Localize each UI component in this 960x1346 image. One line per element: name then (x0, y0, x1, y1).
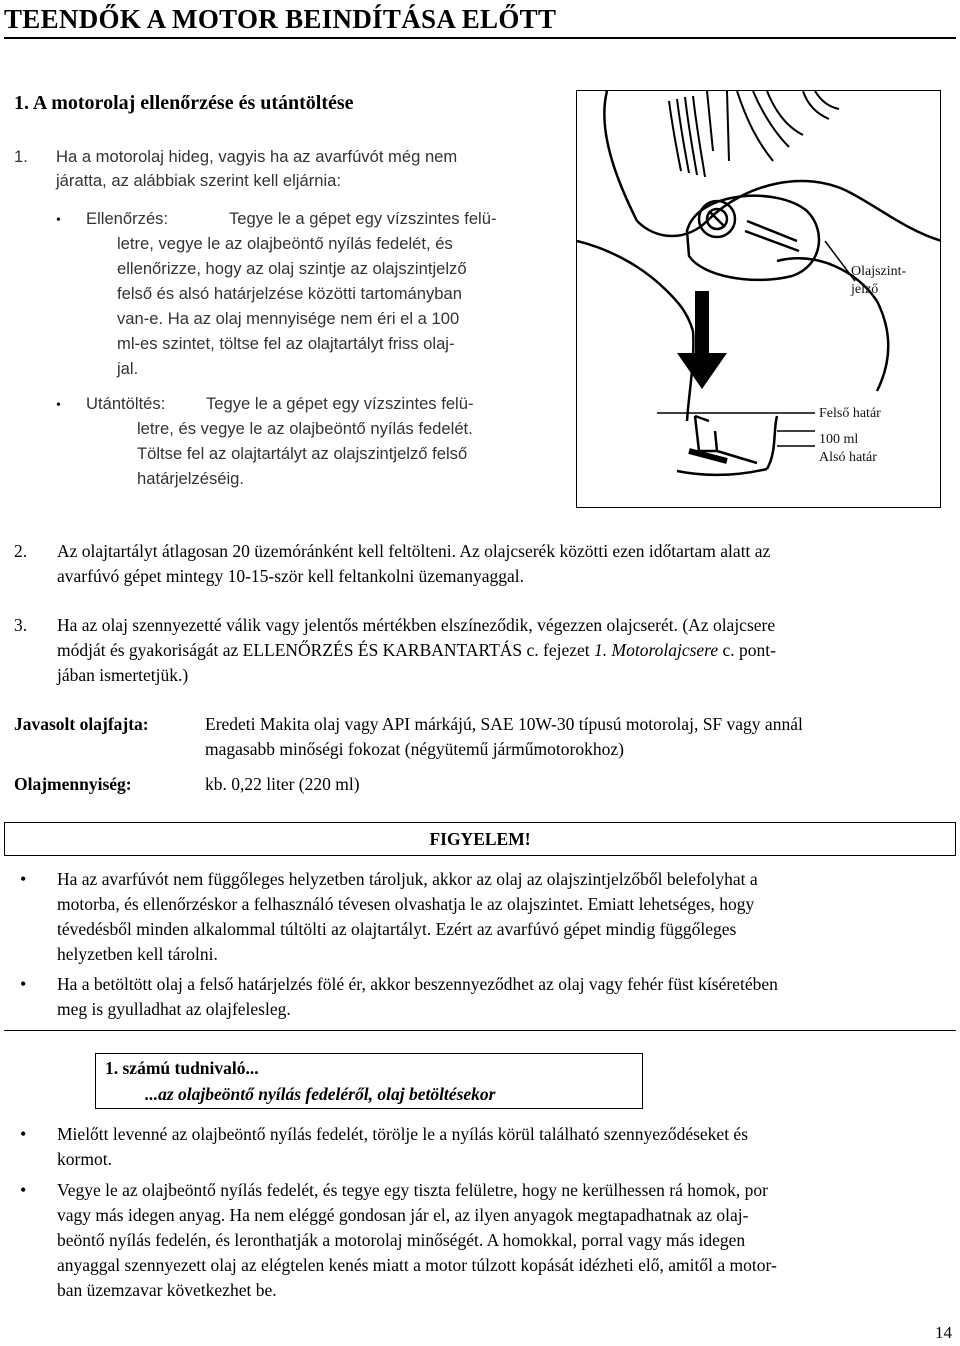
bullet-icon: • (20, 974, 27, 994)
capacity-label: 100 ml (819, 432, 859, 447)
warning-top-rule (4, 822, 956, 823)
check-line: Tegye le a gépet egy vízszintes felü- (229, 209, 497, 228)
note-line: vagy más idegen anyag. Ha nem eléggé gondosan jár el, az ilyen anyagok megtapadhatnak az olaj- (57, 1205, 749, 1225)
oil-gauge-figure (576, 90, 941, 508)
oil-type-value: magasabb minőségi fokozat (négyütemű járműmotorokhoz) (205, 739, 624, 759)
check-line: letre, vegye le az olajbeöntő nyílás fedelét, és (117, 234, 453, 253)
item3-text: c. pont- (718, 640, 776, 660)
item3-line: Ha az olaj szennyezetté válik vagy jelentős mértékben elszíneződik, végezzen olajcserét. (Az olajcsere (57, 615, 776, 635)
check-line: van-e. Ha az olaj mennyisége nem éri el a 100 (117, 309, 460, 328)
gauge-label: Olajszint- (851, 264, 907, 279)
page-number: 14 (935, 1323, 952, 1342)
refill-line: letre, és vegye le az olajbeöntő nyílás fedelét. (137, 419, 473, 438)
intro-line-2: járatta, az alábbiak szerint kell eljárnia: (56, 171, 342, 190)
note-heading: 1. számú tudnivaló... (105, 1058, 259, 1078)
bullet-icon: • (20, 1180, 27, 1200)
check-line: felső és alsó határjelzése közötti tartományban (117, 284, 462, 303)
note-line: kormot. (57, 1149, 112, 1169)
lower-limit-label: Alsó határ (819, 450, 877, 465)
refill-line: Töltse fel az olajtartályt az olajszintjelző felső (137, 444, 468, 463)
item-number-3: 3. (14, 615, 28, 635)
bullet-icon: • (56, 398, 61, 413)
oil-quantity-label: Olajmennyiség: (14, 774, 132, 794)
warning-bottom-rule (4, 1030, 956, 1031)
note-line: Vegye le az olajbeöntő nyílás fedelét, és tegye egy tiszta felületre, hogy ne kerülhessen rá homok, por (57, 1180, 768, 1200)
item-number-1: 1. (14, 147, 28, 166)
warning-line: Ha az avarfúvót nem függőleges helyzetben tároljuk, akkor az olaj az olajszintjelzőből belefolyhat a (57, 869, 758, 889)
chapter-reference: 1. Motorolajcsere (594, 640, 719, 660)
item2-line: avarfúvó gépet mintegy 10-15-ször kell feltankolni üzemanyaggal. (57, 566, 524, 586)
oil-type-value: Eredeti Makita olaj vagy API márkájú, SAE 10W-30 típusú motorolaj, SF vagy annál (205, 714, 803, 734)
title-underline (4, 37, 956, 39)
item-number-2: 2. (14, 541, 28, 561)
warning-line: meg is gyulladhat az olajfelesleg. (57, 999, 291, 1019)
note-line: anyaggal szennyezett olaj az elégtelen kenés miatt a motor túlzott kopását idézheti elő, amitől a motor- (57, 1255, 777, 1275)
upper-limit-label: Felső határ (819, 406, 881, 421)
check-line: ellenőrizze, hogy az olaj szintje az olajszintjelző (117, 259, 467, 278)
engine-illustration (577, 91, 941, 508)
section-heading: 1. A motorolaj ellenőrzése és utántöltése (14, 92, 354, 114)
page-title: TEENDŐK A MOTOR BEINDÍTÁSA ELŐTT (4, 4, 557, 34)
warning-line: tévedésből minden alkalommal túltölti az olajtartályt. Ezért az avarfúvó gépet mindig függőleges (57, 919, 737, 939)
oil-type-label: Javasolt olajfajta: (14, 714, 149, 734)
warning-line: helyzetben kell tárolni. (57, 944, 218, 964)
refill-label: Utántöltés: (86, 394, 166, 413)
refill-line: Tegye le a gépet egy vízszintes felü- (206, 394, 474, 413)
warning-heading-rule (4, 855, 956, 856)
warning-heading: FIGYELEM! (429, 829, 531, 849)
item3-text: módját és gyakoriságát az ELLENŐRZÉS ÉS KARBANTARTÁS c. fejezet (57, 640, 595, 660)
item2-line: Az olajtartályt átlagosan 20 üzemóránként kell feltölteni. Az olajcserék közötti ezen időtartam alatt az (57, 541, 771, 561)
item3-line: jában ismertetjük.) (57, 665, 189, 685)
check-label: Ellenőrzés: (86, 209, 169, 228)
bullet-icon: • (56, 213, 61, 228)
note-subheading: ...az olajbeöntő nyílás fedeléről, olaj betöltésekor (145, 1084, 496, 1104)
warning-line: Ha a betöltött olaj a felső határjelzés fölé ér, akkor beszennyeződhet az olaj vagy fehér füst kíséretében (57, 974, 778, 994)
check-line: ml-es szintet, töltse fel az olajtartályt friss olaj- (117, 334, 455, 353)
bullet-icon: • (20, 869, 27, 889)
note-line: beöntő nyílás fedelén, és leronthatják a motorolaj minőségét. A homokkal, porral vagy más idegen (57, 1230, 746, 1250)
refill-line: határjelzéséig. (137, 469, 245, 488)
bullet-icon: • (20, 1124, 27, 1144)
item3-line (57, 637, 776, 663)
down-arrow-icon (677, 291, 727, 389)
check-line: jal. (117, 359, 139, 378)
oil-quantity-value: kb. 0,22 liter (220 ml) (205, 774, 360, 794)
note-line: Mielőtt levenné az olajbeöntő nyílás fedelét, törölje le a nyílás körül található szennyeződéseket és (57, 1124, 749, 1144)
intro-line-1: Ha a motorolaj hideg, vagyis ha az avarfúvót még nem (56, 147, 458, 166)
gauge-label: jelző (851, 282, 879, 297)
note-line: ban üzemzavar következhet be. (57, 1280, 277, 1300)
warning-line: motorba, és ellenőrzéskor a felhasználó tévesen olvashatja le az olajszintet. Emiatt lehetséges, hogy (57, 894, 755, 914)
